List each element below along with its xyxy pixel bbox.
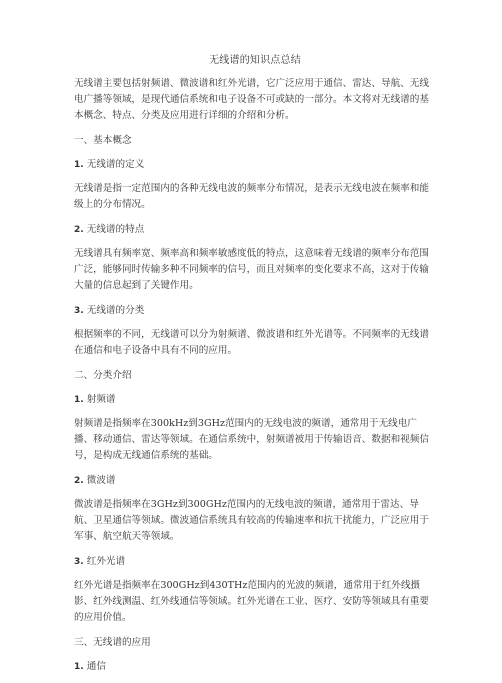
paragraph-definition: 无线谱是指一定范围内的各种无线电波的频率分布情况，是表示无线电波在频率和能级上的分布情况。: [74, 183, 429, 210]
subheading-features: [74, 223, 436, 237]
paragraph-rf-spectrum: 射频谱是指频率在300kHz到3GHz范围内的无线电波的频谱，通常用于无线电广播、移动通信、雷达等领域。在通信系统中，射频谱被用于传输语音、数据和视频信号，是构成无线通信系统的基础。: [74, 418, 429, 461]
subheading-classification: [74, 304, 436, 318]
subheading-rf-spectrum: [74, 393, 436, 407]
subheading-number: 1.: [74, 160, 84, 170]
paragraph-microwave-spectrum: 微波谱是指频率在3GHz到300GHz范围内的无线电波的频谱，通常用于雷达、导航、卫星通信等领域。微波通信系统具有较高的传输速率和抗干扰能力，广泛应用于军事、航空航天等领域。: [74, 499, 429, 542]
subheading-infrared-spectrum: [74, 555, 436, 569]
subheading-communication: [74, 660, 436, 674]
document-title: 无线谱的知识点总结: [209, 55, 301, 66]
subheading-text: 无线谱的定义: [86, 159, 145, 170]
paragraph-classification: 根据频率的不同，无线谱可以分为射频谱、微波谱和红外光谱等。不同频率的无线谱在通信和电子设备中具有不同的应用。: [74, 329, 429, 356]
subheading-number: 3.: [74, 557, 84, 567]
section-heading-basic-concepts: 一、基本概念: [74, 135, 132, 146]
subheading-number: 1.: [74, 395, 84, 405]
document-content: [74, 54, 436, 683]
subheading-number: 1.: [74, 662, 84, 672]
intro-paragraph: 无线谱主要包括射频谱、微波谱和红外光谱，它广泛应用于通信、雷达、导航、无线电广播等领域，是现代通信系统和电子设备不可或缺的一部分。本文将对无线谱的基本概念、特点、分类及应用进行详细的介绍和分析。: [74, 78, 429, 121]
subheading-number: 2.: [74, 476, 84, 486]
subheading-text: 微波谱: [86, 475, 116, 486]
paragraph-features: 无线谱具有频率宽、频率高和频率敏感度低的特点，这意味着无线谱的频率分布范围广泛，能够同时传输多种不同频率的信号，而且对频率的变化要求不高，这对于传输大量的信息起到了关键作用。: [74, 248, 429, 291]
subheading-definition: [74, 158, 436, 172]
subheading-text: 通信: [86, 661, 106, 672]
subheading-text: 无线谱的分类: [86, 305, 145, 316]
subheading-number: 2.: [74, 225, 84, 235]
subheading-text: 红外光谱: [86, 556, 126, 567]
subheading-text: 无线谱的特点: [86, 224, 145, 235]
subheading-number: 3.: [74, 306, 84, 316]
paragraph-infrared-spectrum: 红外光谱是指频率在300GHz到430THz范围内的光波的频谱，通常用于红外线摄影、红外线测温、红外线通信等领域。红外光谱在工业、医疗、安防等领域具有重要的应用价值。: [74, 580, 429, 623]
section-heading-applications: 三、无线谱的应用: [74, 637, 151, 648]
subheading-text: 射频谱: [86, 394, 116, 405]
section-heading-categories: 二、分类介绍: [74, 370, 132, 381]
subheading-microwave-spectrum: [74, 474, 436, 488]
